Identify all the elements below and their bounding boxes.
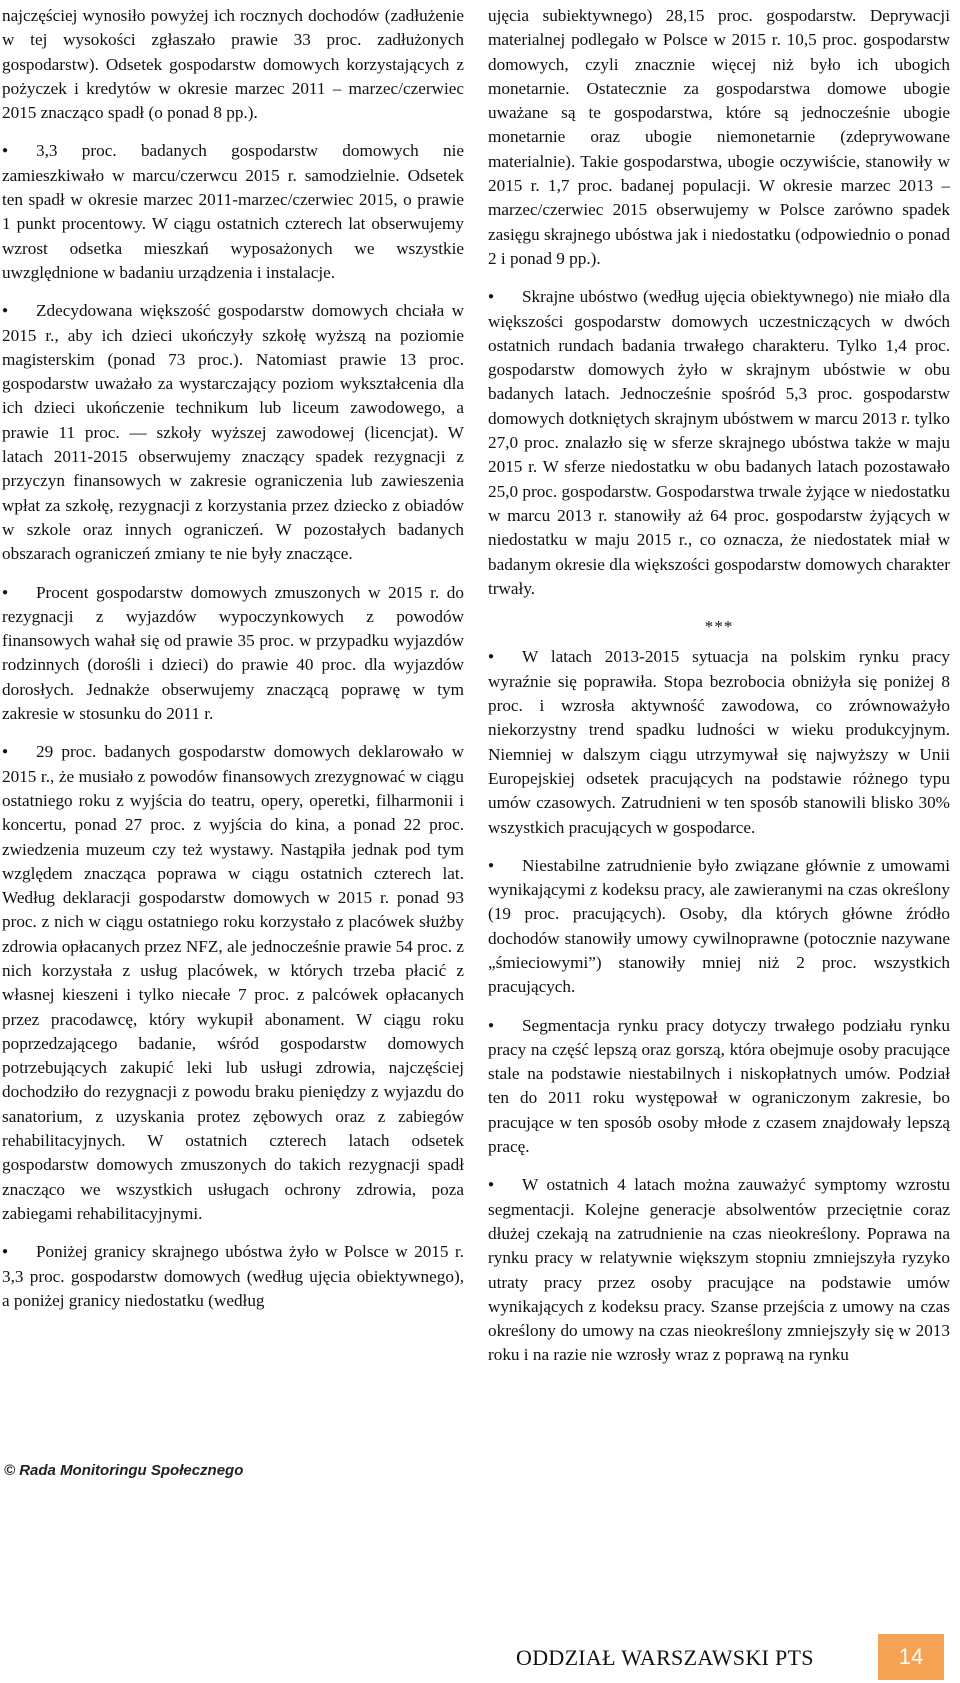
right-column — [488, 4, 950, 1382]
bullet-item-vacations: ● Procent gospodarstw domowych zmuszonych w 2015 r. do rezygnacji z wyjazdów wypoczynkowych z powodów finansowych wahał się od prawie 35 proc. w przypadku wyjazdów rodzinnych (dorośli i dzieci) do prawie 40 proc. dla wyjazdów dorosłych. Jednakże obserwujemy znaczącą poprawę w tym zakresie w stosunku do 2011 r. — [2, 581, 464, 727]
continued-paragraph: ujęcia subiektywnego) 28,15 proc. gospodarstw. Deprywacji materialnej podlegało w Polsce w 2015 r. 10,5 proc. gospodarstw domowych, czyli znacznie więcej niż było ich ubogich monetarnie. Ostatecznie za gospodarstwa domowe ubogie uważane są te gospodarstwa, które są jednocześnie ubogie monetarnie oraz ubogie niemonetarnie (zdeprywowane materialnie). Takie gospodarstwa, ubogie oczywiście, stanowiły w 2015 r. 1,7 proc. badanej populacji. W okresie marzec 2013 – marzec/czerwiec 2015 obserwujemy w Polsce zarówno spadek zasięgu skrajnego ubóstwa jak i niedostatku (odpowiednio o ponad 2 i ponad 9 pp.). — [488, 6, 950, 268]
page-number: 14 — [898, 1644, 924, 1669]
footer-label: ODDZIAŁ WARSZAWSKI PTS — [516, 1645, 814, 1670]
section-separator: *** — [704, 617, 734, 637]
intro-paragraph: najczęściej wynosiło powyżej ich rocznych dochodów (zadłużenie w tej wysokości zgłaszało prawie 33 proc. zadłużonych gospodarstw). Odsetek gospodarstw domowych korzystających z pożyczek i kredytów w okresie marzec 2011 – marzec/czerwiec 2015 znacząco spadł (o ponad 8 pp.). — [2, 6, 464, 123]
bullet-item-labor-market: ● W latach 2013-2015 sytuacja na polskim rynku pracy wyraźnie się poprawiła. Stopa bezrobocia obniżyła się poniżej 8 proc. i wzrosła aktywność zawodowa, co zrównoważyło niekorzystny trend spadku ludności w wieku produkcyjnym. Niemniej w dalszym ciągu utrzymywał się najwyższy w Unii Europejskiej odsetek pracujących na podstawie różnego typu umów czasowych. Zatrudnieni w ten sposób stanowili blisko 30% wszystkich pracujących w gospodarce. — [488, 645, 950, 839]
bullet-item-housing: ● 3,3 proc. badanych gospodarstw domowych nie zamieszkiwało w marcu/czerwcu 2015 r. samodzielnie. Odsetek ten spadł w okresie marzec 2011-marzec/czerwiec 2015, o prawie 1 punkt procentowy. W ciągu ostatnich czterech lat obserwujemy wzrost odsetka mieszkań wyposażonych we wszystkie uwzględnione w badaniu urządzenia i instalacje. — [2, 139, 464, 285]
bullet-item-culture-health: ● 29 proc. badanych gospodarstw domowych deklarowało w 2015 r., że musiało z powodów finansowych zrezygnować w ciągu ostatniego roku z wyjścia do teatru, opery, operetki, filharmonii i koncertu, ponad 27 proc. z wyjścia do kina, a ponad 22 proc. zwiedzenia muzeum czy też wystawy. Nastąpiła jednak pod tym względem znacząca poprawa w ciągu ostatnich czterech lat. Według deklaracji gospodarstw domowych w 2015 r. ponad 93 proc. z nich w ciągu ostatniego roku korzystało z placówek służby zdrowia opłacanych przez NFZ, ale jednocześnie prawie 54 proc. z nich korzystała z usług placówek, w których trzeba płacić z własnej kieszeni i tylko niecałe 7 proc. z palcówek opłacanych przez pracodawcę, który wykupił abonament. W ciągu roku poprzedzającego badanie, wśród gospodarstw domowych potrzebujących zakupić leki lub usługi zdrowia, najczęściej dochodziło do rezygnacji z powodu braku pieniędzy z wyjazdu do sanatorium, z uzyskania protez zębowych oraz z zabiegów rehabilitacyjnych. W ostatnich czterech latach odsetek gospodarstw domowych zmuszonych do takich rezygnacji spadł znacząco we wszystkich usługach ochrony zdrowia, poza zabiegami rehabilitacyjnymi. — [2, 740, 464, 1226]
bullet-item-segmentation-growth: ● W ostatnich 4 latach można zauważyć symptomy wzrostu segmentacji. Kolejne generacje absolwentów przeciętnie coraz dłużej czekają na zatrudnienie na czas nieokreślony. Poprawa na rynku pracy w relatywnie większym stopniu zmniejszyła ryzyko utraty pracy przez osoby pracujące na podstawie umów wynikających z kodeksu pracy. Szanse przejścia z umowy na czas określony do umowy na czas nieokreślony zmniejszyły się w 2013 roku i na razie nie wzrosły wraz z poprawą na rynku — [488, 1173, 950, 1367]
copyright-note: © Rada Monitoringu Społecznego — [4, 1462, 244, 1479]
bullet-item-segmentation: ● Segmentacja rynku pracy dotyczy trwałego podziału rynku pracy na część lepszą oraz gorszą, która obejmuje osoby pracujące stale na podstawie niestabilnych i niskopłatnych umów. Podział ten do 2011 roku występował w ograniczonym zakresie, bo pracujące w ten sposób osoby młode z czasem znajdowały lepszą pracę. — [488, 1014, 950, 1160]
bullet-item-poverty: ● Poniżej granicy skrajnego ubóstwa żyło w Polsce w 2015 r. 3,3 proc. gospodarstw domowych (według ujęcia obiektywnego), a poniżej granicy niedostatku (według — [2, 1240, 464, 1313]
bullet-item-unstable-employment: ● Niestabilne zatrudnienie było związane głównie z umowami wynikającymi z kodeksu pracy, ale zawieranymi na czas określony (19 proc. pracujących). Osoby, dla których główne źródło dochodów stanowiły umowy cywilnoprawne (potocznie nazywane „śmieciowymi”) stanowiły mniej niż 2 proc. wszystkich pracujących. — [488, 854, 950, 1000]
left-column — [2, 4, 464, 1327]
bullet-item-extreme-poverty: ● Skrajne ubóstwo (według ujęcia obiektywnego) nie miało dla większości gospodarstw domowych uczestniczących w dwóch ostatnich rundach badania trwałego charakteru. Tylko 1,4 proc. gospodarstw domowych żyło w skrajnym ubóstwie w obu badanych latach. Jednocześnie spośród 5,3 proc. gospodarstw domowych dotkniętych skrajnym ubóstwem w marcu 2013 r. tylko 27,0 proc. znalazło się w sferze skrajnego ubóstwa także w maju 2015 r. W sferze niedostatku w obu badanych latach pozostawało 25,0 proc. gospodarstw. Gospodarstwa trwale żyjące w niedostatku w marcu 2013 r. stanowiły aż 64 proc. gospodarstw żyjących w niedostatku w maju 2015 r., co oznacza, że niedostatek miał w badanym okresie dla większości gospodarstw domowych charakter trwały. — [488, 285, 950, 601]
bullet-item-education: ● Zdecydowana większość gospodarstw domowych chciała w 2015 r., aby ich dzieci ukończyły szkołę wyższą na poziomie magisterskim (ponad 73 proc.). Natomiast prawie 13 proc. gospodarstw uważało za wystarczający poziom wykształcenia dla ich dzieci ukończenie technikum lub liceum zawodowego, a prawie 11 proc. — szkoły wyższej zawodowej (licencjat). W latach 2011-2015 obserwujemy znaczący spadek rezygnacji z przyczyn finansowych w zakresie ograniczenia lub zawieszenia wpłat za szkołę, rezygnacji z korzystania przez dziecko z obiadów w szkole oraz innych ograniczeń. W pozostałych badanych obszarach ograniczeń zmiany te nie były znaczące. — [2, 299, 464, 566]
